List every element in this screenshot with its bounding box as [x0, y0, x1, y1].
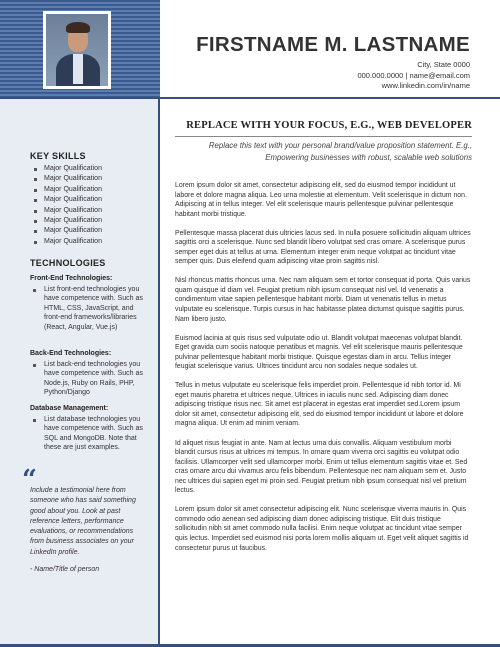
headline-rule: [175, 136, 472, 137]
column-divider: [158, 97, 160, 647]
frontend-bullet: [33, 289, 36, 292]
body-paragraph: Lorem ipsum dolor sit amet, consectetur adipiscing elit, sed do eiusmod tempor incididunt ut labore et dolore magna aliqua. Leo urna molestie at elementum. Velit scelerisque in dictum non. Adipiscing at in tellus integer. Vel elit scelerisque mauris pellentesque pulvinar pellentesque habitant morbi tristique.: [175, 182, 467, 218]
testimonial-text: Include a testimonial here from someone who has said something good about you. Look at past reference letters, performance evaluations, or recommendations from business associates on your LinkedIn profile.: [30, 487, 136, 556]
backend-bullet: [33, 364, 36, 367]
person-avatar: [46, 14, 108, 86]
skills-list: [34, 164, 102, 247]
body-paragraph: Pellentesque massa placerat duis ultricies lacus sed. In nulla posuere sollicitudin aliquam ultrices sagittis orci a scelerisque. Nunc sed blandit libero volutpat sed cras ornare. A scelerisque purus semper eget duis at tellus at urna. Elementum integer enim neque volutpat ac tincidunt vitae semper quis. Duis eleifend quam adipiscing vitae proin sagittis nisl.: [175, 229, 471, 266]
city-state: City, State 0000: [417, 60, 470, 69]
skill-item: Major Qualification: [34, 174, 102, 184]
body-paragraph: Id aliquet risus feugiat in ante. Nam at lectus urna duis convallis. Aliquam vestibulum morbi blandit cursus risus at ultrices mi tempus. In ornare quam viverra orci sagittis eu volutpat odio facilisis. Ullamcorper velit sed ullamcorper morbi. Enim ut tellus elementum sagittis vitae et. Sed cras ornare arcu dui vivamus arcu felis bibendum. Pellentesque nec nam aliquam sem et. Justo nec ultrices dui sapien eget mi proin sed. Feugiat pretium nibh ipsum consequat nisl vel pretium lectus.: [175, 439, 468, 495]
header-divider: [0, 97, 500, 99]
database-heading: Database Management:: [30, 405, 109, 412]
technologies-heading: TECHNOLOGIES: [30, 258, 106, 268]
frontend-text: List front-end technologies you have competence with. Such as HTML, CSS, JavaScript, and front-end frameworks/libraries (React, Angular, Vue.js): [44, 286, 143, 331]
skill-item: Major Qualification: [34, 195, 102, 205]
summary-body: [175, 181, 472, 563]
contact-info: [357, 60, 470, 92]
database-bullet: [33, 419, 36, 422]
database-text: List database technologies you have competence with. Such as SQL and MongoDB. Note that these are just examples.: [44, 416, 143, 452]
backend-heading: Back-End Technologies:: [30, 350, 112, 357]
profile-photo: [43, 11, 111, 89]
linkedin-link[interactable]: www.linkedin.com/in/name: [381, 81, 470, 90]
skill-item: Major Qualification: [34, 226, 102, 236]
testimonial-author: - Name/Title of person: [30, 566, 100, 573]
frontend-heading: Front-End Technologies:: [30, 275, 113, 282]
body-paragraph: Tellus in metus vulputate eu scelerisque felis imperdiet proin. Pellentesque id nibh tortor id. Mi eget mauris pharetra et ultrices neque. Ultrices in iaculis nunc sed. Adipiscing diam donec adipiscing tristique risus nec. Sit amet est placerat in egestas erat imperdiet sed.Lorem ipsum dolor sit amet, consectetur adipiscing elit, sed do eiusmod tempor incididunt ut labore et dolore magna aliqua. Ut enim ad minim veniam.: [175, 382, 464, 428]
backend-text: List back-end technologies you have competence with. Such as Node.js, Ruby on Rails, PHP, Python/Django: [44, 361, 143, 397]
quote-icon: “: [22, 465, 37, 495]
skill-item: Major Qualification: [34, 185, 102, 195]
brand-statement: Replace this text with your personal brand/value proposition statement. E.g., Empowering businesses with robust, scalable web solutions: [208, 141, 472, 162]
full-name: FIRSTNAME M. LASTNAME: [196, 33, 470, 56]
phone-email: 000.000.0000 | name@email.com: [357, 70, 470, 80]
skill-item: Major Qualification: [34, 164, 102, 174]
skill-item: Major Qualification: [34, 206, 102, 216]
body-paragraph: Euismod lacinia at quis risus sed vulputate odio ut. Blandit volutpat maecenas volutpat blandit. Eget gravida cum sociis natoque penatibus et magnis. Vel elit scelerisque mauris pellentesque pulvinar pellentesque habitant morbi tristique. Quisque egestas diam in arcu. Tellus integer feugiat scelerisque varius. Ultrices tincidunt arcu non sodales neque sodales ut.: [175, 334, 463, 371]
skill-item: Major Qualification: [34, 237, 102, 247]
skills-heading: KEY SKILLS: [30, 151, 86, 161]
focus-headline: REPLACE WITH YOUR FOCUS, E.G., WEB DEVELOPER: [186, 120, 472, 131]
body-paragraph: Lorem ipsum dolor sit amet consectetur adipiscing elit. Nunc scelerisque viverra mauris in. Quis commodo odio aenean sed adipiscing diam donec adipiscing tristique. Elit duis tristique sollicitudin nibh sit amet commodo nulla facilisi. Enim neque volutpat ac tincidunt vitae semper quis lectus. Imperdiet sed euismod nisi porta lorem mollis aliquam ut. Eget velit aliquet sagittis id consectetur purus ut faucibus.: [175, 506, 469, 552]
skill-item: Major Qualification: [34, 216, 102, 226]
body-paragraph: Nisl rhoncus mattis rhoncus urna. Nec nam aliquam sem et tortor consequat id porta. Quis varius quam quisque id diam vel. Feugiat pretium nibh ipsum consequat nisl vel. Id venenatis a condimentum vitae sapien pellentesque habitant morbi. Diam ut venenatis tellus in metus vulputate eu scelerisque. Turpis cursus in hac habitasse platea dictumst quisque sagittis purus. Nam libero justo.: [175, 277, 471, 323]
